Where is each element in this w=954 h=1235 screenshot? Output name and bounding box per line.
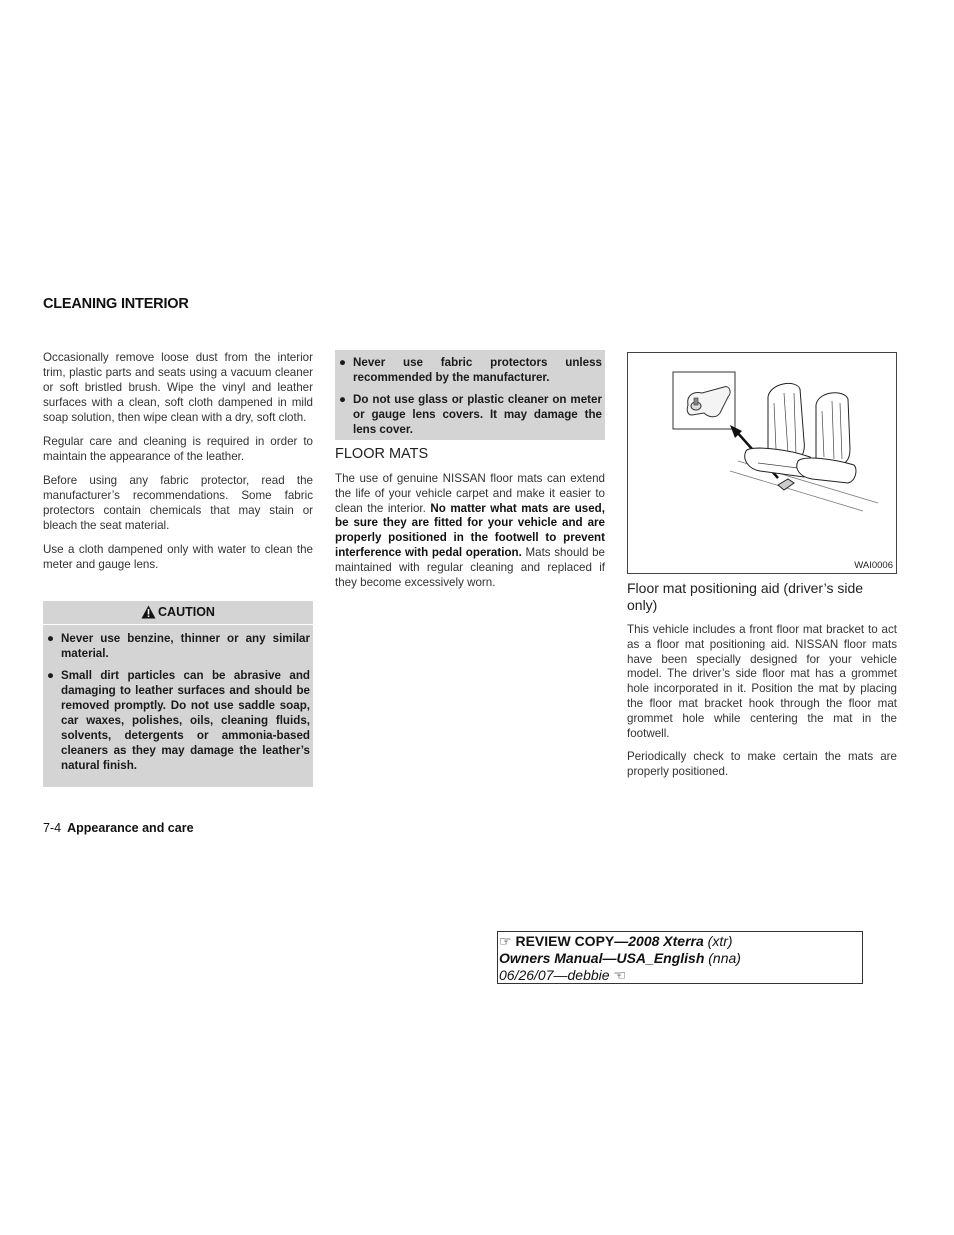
list-item	[47, 668, 310, 773]
figure-code: WAI0006	[854, 560, 893, 571]
review-model: 2008 Xterra	[628, 933, 704, 949]
review-stamp	[497, 931, 863, 984]
section-title: CLEANING INTERIOR	[43, 296, 189, 312]
intro-column	[43, 350, 313, 581]
bullet-icon: ●	[339, 356, 347, 369]
floor-mats-text-1: The use of genuine NISSAN floor mats can extend the life of your vehicle carpet and make it easier to clean the interior.	[335, 472, 605, 515]
review-date: 06/26/07—debbie	[499, 967, 610, 983]
caution-item-text: Small dirt particles can be abrasive and damaging to leather surfaces and should be removed promptly. Do not use saddle soap, car waxes, polishes, oils, cleaning fluids, solvents, detergents or ammonia-based cleaners as they may damage the leather’s natural finish.	[61, 669, 310, 772]
bullet-icon: ●	[47, 632, 55, 645]
bracket-column	[627, 623, 897, 789]
review-label: REVIEW COPY—	[515, 933, 629, 949]
bullet-icon: ●	[339, 393, 347, 406]
paragraph: Use a cloth dampened only with water to clean the meter and gauge lens.	[43, 543, 313, 571]
review-line-3	[499, 967, 862, 984]
floor-mats-heading: FLOOR MATS	[335, 446, 429, 462]
floor-mat-figure	[627, 352, 897, 574]
list-item	[339, 392, 602, 437]
page-number: 7-4	[43, 821, 62, 835]
list-item	[339, 355, 602, 385]
review-line-1	[499, 933, 862, 950]
paragraph: This vehicle includes a front floor mat bracket to act as a floor mat positioning aid. NISSAN floor mats have been specially designed for your vehicle model. The driver’s side floor mat has a grommet hole incorporated in it. Position the mat by placing the floor mat bracket hook through the floor mat grommet hole while centering the mat in the footwell.	[627, 623, 897, 740]
warning-item-text: Do not use glass or plastic cleaner on meter or gauge lens covers. It may damage the lens cover.	[353, 393, 602, 436]
warning-list	[335, 350, 605, 437]
paragraph: Regular care and cleaning is required in order to maintain the appearance of the leather.	[43, 435, 313, 463]
review-manual-code: (nna)	[708, 950, 741, 966]
caution-header	[43, 601, 313, 625]
floor-mats-text	[335, 472, 605, 590]
paragraph: Occasionally remove loose dust from the interior trim, plastic parts and seats using a vacuum cleaner or soft bristled brush. Wipe the vinyl and leather surfaces with a clean, soft cloth dampened in mild soap solution, then wipe clean with a dry, soft cloth.	[43, 351, 313, 424]
caution-title: CAUTION	[158, 605, 215, 619]
review-line-2	[499, 950, 862, 967]
paragraph: Before using any fabric protector, read the manufacturer’s recommendations. Some fabric protectors contain chemicals that may stain or bleach the seat material.	[43, 474, 313, 532]
floor-mat-illustration	[628, 353, 896, 573]
caution-item-text: Never use benzine, thinner or any similar material.	[61, 632, 310, 660]
warning-triangle-icon	[141, 605, 156, 619]
floor-mats-text-2: Mats should be maintained with regular cleaning and replaced if they become excessively worn.	[335, 545, 605, 589]
footer-section: Appearance and care	[67, 821, 194, 835]
review-manual: Owners Manual—USA_English	[499, 950, 705, 966]
floor-mats-text-bold: No matter what mats are used, be sure they are fitted for your vehicle and are properly positioned in the footwell to prevent interference with pedal operation.	[335, 501, 605, 559]
review-model-code: (xtr)	[707, 933, 733, 949]
caution-list	[43, 625, 313, 773]
warning-item-text: Never use fabric protectors unless recommended by the manufacturer.	[353, 356, 602, 384]
bullet-icon: ●	[47, 669, 55, 682]
pointing-hand-right-icon: ☞	[499, 933, 512, 949]
page-footer	[43, 821, 194, 835]
warning-box	[335, 350, 605, 440]
figure-caption: Floor mat positioning aid (driver’s side only)	[627, 580, 864, 613]
list-item	[47, 631, 310, 661]
paragraph: Periodically check to make certain the mats are properly positioned.	[627, 750, 897, 779]
pointing-hand-left-icon: ☜	[613, 967, 626, 983]
caution-box	[43, 601, 313, 787]
